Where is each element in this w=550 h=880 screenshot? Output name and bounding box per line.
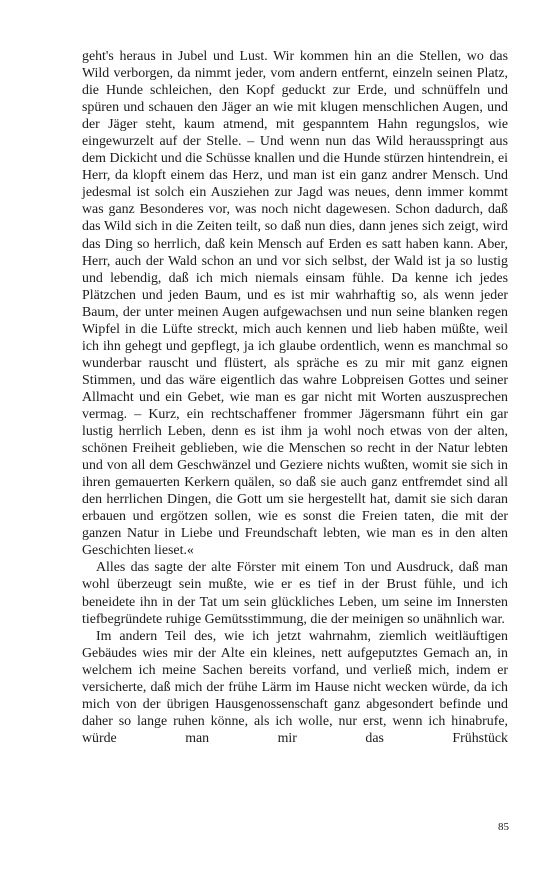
page-number: 85	[498, 821, 509, 833]
paragraph-hunting-speech: geht's heraus in Jubel und Lust. Wir kommen hin an die Stellen, wo das Wild verborgen, da nimmt jeder, vom andern entfernt, einzeln seinen Platz, die Hunde schleichen, den Kopf geduckt zur Erde, und schnüffeln und spüren und schauen den Jäger an wie mit klugen menschlichen Augen, und der Jäger steht, kaum atmend, mit gespanntem Hahn regungslos, wie eingewurzelt auf der Stelle. – Und wenn nun das Wild herausspringt aus dem Dickicht und die Schüsse knallen und die Hunde stürzen hintendrein, ei Herr, da klopft einem das Herz, und man ist ein ganz andrer Mensch. Und jedesmal ist solch ein Ausziehen zur Jagd was neues, denn immer kommt was ganz Besonderes vor, was noch nicht dagewesen. Schon dadurch, daß das Wild sich in die Zeiten teilt, so daß nun dies, dann jenes sich zeigt, wird das Ding so herrlich, daß kein Mensch auf Erden es satt haben kann. Aber, Herr, auch der Wald schon an und vor sich selbst, der Wald ist ja so lustig und lebendig, daß ich mich niemals einsam fühle. Da kenne ich jedes Plätzchen und jeden Baum, und es ist mir wahrhaftig so, als wenn jeder Baum, der unter meinen Augen aufgewachsen und nun seine blanken regen Wipfel in die Lüfte streckt, mich auch kennen und lieb haben müßte, weil ich ihn gehegt und gepflegt, ja ich glaube ordentlich, wenn es manchmal so wunderbar rauscht und flüstert, als spräche es zu mir mit ganz eignen Stimmen, und das wäre eigentlich das wahre Lobpreisen Gottes und seiner Allmacht und ein Gebet, wie man es gar nicht mit Worten auszusprechen vermag. – Kurz, ein rechtschaffener frommer Jägersmann führt ein gar lustig herrlich Leben, denn es ist ihm ja wohl noch etwas von der alten, schönen Freiheit geblieben, wie die Menschen so recht in der Natur lebten und von all dem Geschwänzel und Geziere nichts wußten, womit sie sich in ihren gemauerten Kerkern quälen, so daß sie auch ganz entfremdet sind all den herrlichen Dingen, die Gott um sie hergestellt hat, damit sie sich daran erbauen und ergötzen sollen, wie es sonst die Freien taten, die mit der ganzen Natur in Liebe und Freundschaft lebten, wie man es in den alten Geschichten lieset.«	[82, 49, 508, 559]
paragraph-forester-narration: Alles das sagte der alte Förster mit einem Ton und Ausdruck, daß man wohl überzeugt sein mußte, wie er es tief in der Brust fühle, und ich beneidete ihn in der Tat um sein glückliches Leben, um seine im Innersten tiefbegründete ruhige Gemütsstimmung, die der meinigen so unähnlich war.	[82, 560, 508, 627]
paragraph-room-description: Im andern Teil des, wie ich jetzt wahrnahm, ziemlich weitläuftigen Gebäudes wies mir der Alte ein kleines, nett aufgeputztes Gemach an, in welchem ich meine Sachen bereits vorfand, und verließ mich, indem er versicherte, daß mich der frühe Lärm im Hause nicht wecken würde, da ich mich von der übrigen Hausgenossenschaft ganz abgesondert befinde und daher so lange ruhen könne, als ich wolle, nur erst, wenn ich hinabrufe, würde man mir das Frühstück	[82, 628, 508, 746]
book-page-body	[82, 48, 508, 747]
